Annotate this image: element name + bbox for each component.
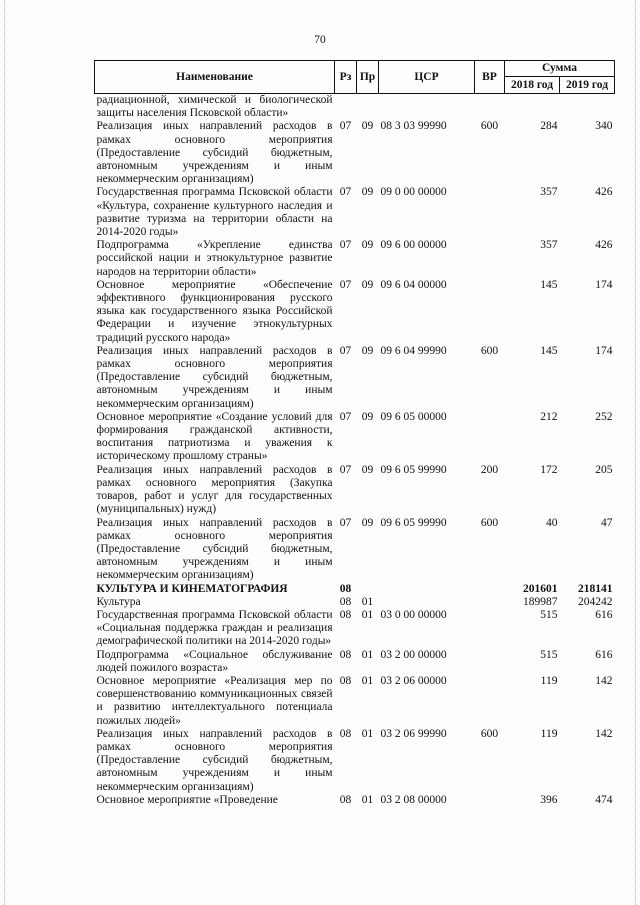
row-sum-2019: 426 <box>595 239 613 252</box>
row-csr: 03 2 06 99990 <box>380 727 447 740</box>
table-row <box>95 649 615 675</box>
table-header <box>95 61 615 94</box>
row-name: Культура <box>96 595 141 608</box>
row-rz <box>335 94 357 121</box>
table-row <box>95 279 615 345</box>
row-sum-2018: 201601 <box>523 582 558 595</box>
row-pr: 09 <box>361 186 374 199</box>
row-rz: 07 <box>339 239 352 252</box>
row-csr: 09 6 00 00000 <box>380 239 447 252</box>
row-sum-2019: 142 <box>595 674 613 687</box>
row-name: Основное мероприятие «Реализация мер по совершенствованию коммуникационных связей и развитию интеллектуального потенциала пожилых людей» <box>96 674 333 727</box>
row-rz: 07 <box>339 278 352 291</box>
row-pr: 09 <box>361 344 374 357</box>
row-sum-2019: 204242 <box>578 595 613 608</box>
row-rz: 08 <box>339 595 352 608</box>
row-vr <box>475 186 505 239</box>
row-sum-2019: 474 <box>595 793 613 806</box>
row-pr: 09 <box>361 410 374 423</box>
row-vr <box>475 609 505 649</box>
row-csr: 03 2 08 00000 <box>380 793 447 806</box>
row-sum-2018: 515 <box>540 608 558 621</box>
row-name: КУЛЬТУРА И КИНЕМАТОГРАФИЯ <box>96 582 288 595</box>
row-rz: 08 <box>339 727 352 740</box>
row-name: Основное мероприятие «Проведение <box>96 793 278 806</box>
row-vr <box>475 675 505 728</box>
table-row <box>95 596 615 609</box>
row-csr <box>379 94 475 121</box>
row-csr: 09 6 04 00000 <box>380 278 447 291</box>
row-sum-2018: 396 <box>540 793 558 806</box>
row-name: Реализация иных направлений расходов в рамках основного мероприятия (Предоставление субсидий бюджетным, автономным учреждениям и иным некоммерческим организациям) <box>96 727 333 793</box>
header-pr: Пр <box>357 61 379 94</box>
row-vr <box>475 411 505 464</box>
row-name: Основное мероприятие «Обеспечение эффективного функционирования русского языка как государственного языка Российской Федерации и изучение этнокультурных традиций русского народа» <box>96 278 333 344</box>
row-rz: 07 <box>339 516 352 529</box>
row-sum-2018: 119 <box>540 727 558 740</box>
row-sum-2019: 205 <box>595 463 613 476</box>
table-row <box>95 239 615 279</box>
row-pr <box>357 94 379 121</box>
row-rz: 07 <box>339 120 352 133</box>
row-vr <box>475 94 505 121</box>
row-name: Государственная программа Псковской области «Социальная поддержка граждан и реализация демографической политики на 2014-2020 годы» <box>96 608 333 648</box>
row-rz: 08 <box>339 674 352 687</box>
row-name: Подпрограмма «Укрепление единства российской нации и этнокультурное развитие народов на территории области» <box>96 239 333 278</box>
row-sum-2018: 189987 <box>523 595 558 608</box>
table-row <box>95 94 615 121</box>
table-row <box>95 186 615 239</box>
row-vr: 600 <box>480 120 499 133</box>
row-pr: 09 <box>361 516 374 529</box>
row-vr: 200 <box>480 463 499 476</box>
row-sum-2019: 616 <box>595 608 613 621</box>
row-sum-2019: 142 <box>595 727 613 740</box>
row-sum-2018: 145 <box>540 278 558 291</box>
row-csr: 03 2 00 00000 <box>380 648 447 661</box>
row-sum-2019: 47 <box>601 516 613 529</box>
row-pr: 01 <box>361 793 374 806</box>
row-csr: 09 6 05 99990 <box>380 516 447 529</box>
row-csr <box>379 583 475 596</box>
row-csr: 08 3 03 99990 <box>380 120 447 133</box>
table-row <box>95 675 615 728</box>
row-csr: 03 2 06 00000 <box>380 674 447 687</box>
table-row <box>95 464 615 517</box>
row-name: Реализация иных направлений расходов в рамках основного мероприятия (Предоставление субсидий бюджетным, автономным учреждениям и иным некоммерческим организациям) <box>96 120 333 186</box>
row-sum-2019: 218141 <box>578 582 613 595</box>
row-pr: 01 <box>361 608 374 621</box>
row-csr: 03 0 00 00000 <box>380 608 447 621</box>
row-csr <box>379 596 475 609</box>
row-vr: 600 <box>480 516 499 529</box>
row-sum-2018: 284 <box>540 120 558 133</box>
row-rz: 07 <box>339 410 352 423</box>
row-pr <box>357 583 379 596</box>
row-vr: 600 <box>480 727 499 740</box>
header-name: Наименование <box>95 61 335 94</box>
row-name: Реализация иных направлений расходов в рамках основного мероприятия (Закупка товаров, работ и услуг для государственных (муниципальных) нужд) <box>96 463 333 516</box>
row-name: Реализация иных направлений расходов в рамках основного мероприятия (Предоставление субсидий бюджетным, автономным учреждениям и иным некоммерческим организациям) <box>96 344 333 410</box>
budget-table <box>94 60 615 807</box>
row-sum-2019: 252 <box>595 410 613 423</box>
header-vr: ВР <box>475 61 505 94</box>
table-body <box>95 94 615 807</box>
row-rz: 07 <box>339 344 352 357</box>
section-row <box>95 583 615 596</box>
row-sum-2018: 145 <box>540 344 558 357</box>
row-pr: 09 <box>361 463 374 476</box>
row-vr <box>475 239 505 279</box>
row-rz: 07 <box>339 463 352 476</box>
page-edge-left <box>4 0 5 905</box>
row-vr: 600 <box>480 344 499 357</box>
table-row <box>95 345 615 411</box>
table-row <box>95 517 615 583</box>
row-pr: 01 <box>361 595 374 608</box>
table-row <box>95 609 615 649</box>
row-sum-2019 <box>560 94 615 121</box>
row-sum-2019: 340 <box>595 120 613 133</box>
row-sum-2018: 357 <box>540 239 558 252</box>
row-name: Подпрограмма «Социальное обслуживание людей пожилого возраста» <box>96 648 333 674</box>
row-sum-2018 <box>505 94 560 121</box>
header-year-2018: 2018 год <box>505 77 560 94</box>
table-row <box>95 120 615 186</box>
row-csr: 09 6 05 99990 <box>380 463 447 476</box>
row-csr: 09 6 04 99990 <box>380 344 447 357</box>
page-number: 70 <box>314 34 326 46</box>
row-pr: 01 <box>361 674 374 687</box>
row-rz: 08 <box>339 608 352 621</box>
row-rz: 07 <box>339 186 352 199</box>
row-sum-2018: 119 <box>540 674 558 687</box>
row-sum-2018: 357 <box>540 186 558 199</box>
row-name: Государственная программа Псковской области «Культура, сохранение культурного наследия и развитие туризма на территории области на 2014-2020 годы» <box>96 186 333 239</box>
row-pr: 01 <box>361 727 374 740</box>
table-row <box>95 411 615 464</box>
header-sum: Сумма <box>505 61 615 77</box>
row-pr: 09 <box>361 239 374 252</box>
row-sum-2018: 212 <box>540 410 558 423</box>
row-pr: 09 <box>361 278 374 291</box>
header-year-2019: 2019 год <box>560 77 615 94</box>
row-vr <box>475 596 505 609</box>
row-sum-2019: 616 <box>595 648 613 661</box>
table-row <box>95 794 615 807</box>
row-vr <box>475 794 505 807</box>
row-rz: 08 <box>339 582 352 595</box>
page-edge-right <box>635 0 636 905</box>
row-pr: 09 <box>361 120 374 133</box>
row-vr <box>475 649 505 675</box>
row-csr: 09 6 05 00000 <box>380 410 447 423</box>
row-vr <box>475 583 505 596</box>
row-vr <box>475 279 505 345</box>
row-name: Реализация иных направлений расходов в рамках основного мероприятия (Предоставление субсидий бюджетным, автономным учреждениям и иным некоммерческим организациям) <box>96 516 333 582</box>
row-sum-2019: 174 <box>595 344 613 357</box>
header-csr: ЦСР <box>379 61 475 94</box>
table-row <box>95 728 615 794</box>
row-rz: 08 <box>339 793 352 806</box>
row-name: Основное мероприятие «Создание условий для формирования гражданской активности, воспитания патриотизма и уважения к историческому прошлому страны» <box>96 410 333 463</box>
row-sum-2018: 515 <box>540 648 558 661</box>
row-sum-2018: 40 <box>546 516 558 529</box>
row-name: радиационной, химической и биологической защиты населения Псковской области» <box>96 94 333 120</box>
row-rz: 08 <box>339 648 352 661</box>
row-pr: 01 <box>361 648 374 661</box>
row-csr: 09 0 00 00000 <box>380 186 447 199</box>
row-sum-2019: 426 <box>595 186 613 199</box>
row-sum-2018: 172 <box>540 463 558 476</box>
row-sum-2019: 174 <box>595 278 613 291</box>
header-rz: Рз <box>335 61 357 94</box>
